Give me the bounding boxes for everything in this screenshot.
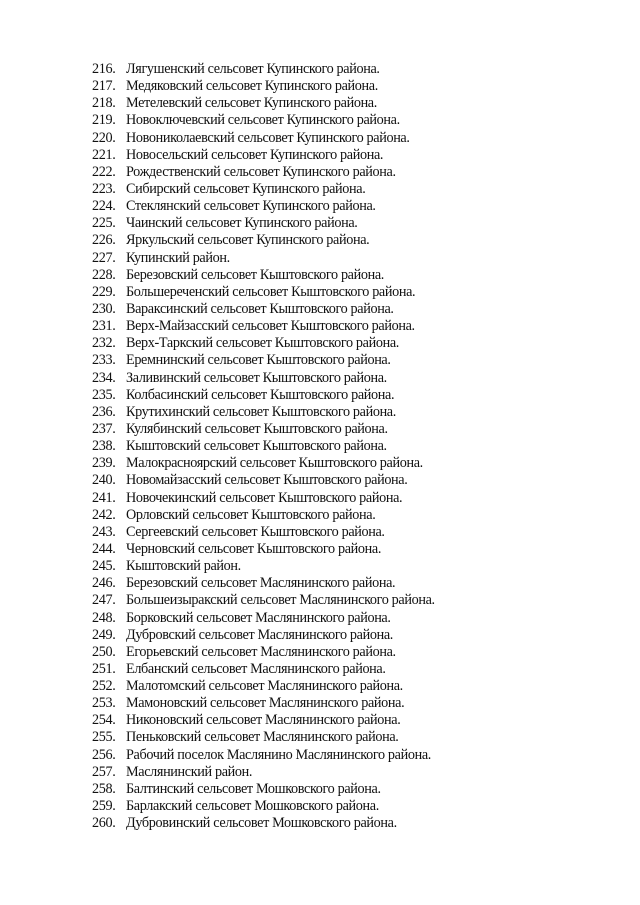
list-item	[92, 370, 435, 387]
item-text: Пеньковский сельсовет Маслянинского района.	[126, 729, 399, 746]
item-number: 258.	[92, 780, 116, 797]
item-text: Орловский сельсовет Кыштовского района.	[126, 506, 376, 523]
item-text: Стеклянский сельсовет Купинского района.	[126, 198, 376, 215]
item-number: 221.	[92, 146, 116, 163]
item-text: Дубровский сельсовет Маслянинского района.	[126, 626, 393, 643]
item-number: 239.	[92, 455, 116, 472]
item-number: 241.	[92, 489, 116, 506]
list-item	[92, 95, 435, 112]
list-item	[92, 524, 435, 541]
item-text: Медяковский сельсовет Купинского района.	[126, 78, 378, 95]
item-number: 235.	[92, 386, 116, 403]
list-item	[92, 181, 435, 198]
item-text: Рабочий поселок Маслянино Маслянинского района.	[126, 746, 431, 763]
item-text: Егорьевский сельсовет Маслянинского района.	[126, 643, 396, 660]
list-item	[92, 267, 435, 284]
item-number: 217.	[92, 78, 116, 95]
item-text: Новомайзасский сельсовет Кыштовского района.	[126, 472, 408, 489]
item-number: 250.	[92, 643, 116, 660]
item-number: 234.	[92, 369, 116, 386]
item-text: Купинский район.	[126, 249, 230, 266]
item-text: Большеизыракский сельсовет Маслянинского района.	[126, 592, 435, 609]
item-text: Черновский сельсовет Кыштовского района.	[126, 540, 382, 557]
item-number: 249.	[92, 626, 116, 643]
item-number: 220.	[92, 129, 116, 146]
list-item	[92, 472, 435, 489]
item-number: 256.	[92, 746, 116, 763]
item-number: 226.	[92, 232, 116, 249]
item-text: Елбанский сельсовет Маслянинского района.	[126, 660, 386, 677]
item-text: Березовский сельсовет Маслянинского района.	[126, 575, 396, 592]
item-number: 248.	[92, 609, 116, 626]
item-text: Заливинский сельсовет Кыштовского района.	[126, 369, 387, 386]
item-text: Еремнинский сельсовет Кыштовского района.	[126, 352, 391, 369]
list-item	[92, 695, 435, 712]
item-number: 257.	[92, 763, 116, 780]
item-text: Лягушенский сельсовет Купинского района.	[126, 61, 380, 77]
list-item	[92, 712, 435, 729]
list-item	[92, 250, 435, 267]
item-text: Новоключевский сельсовет Купинского района.	[126, 112, 400, 129]
item-text: Большереченский сельсовет Кыштовского района.	[126, 283, 416, 300]
item-number: 236.	[92, 403, 116, 420]
list-item	[92, 404, 435, 421]
item-number: 238.	[92, 438, 116, 455]
list-item	[92, 387, 435, 404]
item-number: 225.	[92, 215, 116, 232]
item-text: Новониколаевский сельсовет Купинского района.	[126, 129, 410, 146]
list-item	[92, 644, 435, 661]
item-number: 260.	[92, 815, 116, 832]
item-text: Крутихинский сельсовет Кыштовского района.	[126, 403, 396, 420]
item-text: Верх-Майзасский сельсовет Кыштовского района.	[126, 318, 415, 335]
item-number: 253.	[92, 695, 116, 712]
list-item	[92, 61, 435, 78]
item-number: 255.	[92, 729, 116, 746]
item-number: 227.	[92, 249, 116, 266]
list-item	[92, 284, 435, 301]
item-text: Балтинский сельсовет Мошковского района.	[126, 780, 381, 797]
list-item	[92, 130, 435, 147]
item-text: Сибирский сельсовет Купинского района.	[126, 180, 366, 197]
list-item	[92, 438, 435, 455]
list-item	[92, 781, 435, 798]
list-item	[92, 507, 435, 524]
list-item	[92, 541, 435, 558]
item-text: Кыштовский сельсовет Кыштовского района.	[126, 438, 387, 455]
item-text: Метелевский сельсовет Купинского района.	[126, 95, 377, 112]
list-item	[92, 215, 435, 232]
item-text: Новочекинский сельсовет Кыштовского района.	[126, 489, 403, 506]
list-item	[92, 592, 435, 609]
list-item	[92, 78, 435, 95]
list-item	[92, 798, 435, 815]
list-item	[92, 610, 435, 627]
item-number: 223.	[92, 180, 116, 197]
list-item	[92, 455, 435, 472]
item-number: 224.	[92, 198, 116, 215]
list-item	[92, 627, 435, 644]
list-item	[92, 301, 435, 318]
list-item	[92, 112, 435, 129]
list-item	[92, 352, 435, 369]
item-number: 228.	[92, 266, 116, 283]
item-text: Малотомский сельсовет Маслянинского района.	[126, 678, 403, 695]
numbered-list	[92, 61, 435, 832]
item-number: 219.	[92, 112, 116, 129]
item-number: 247.	[92, 592, 116, 609]
list-item	[92, 678, 435, 695]
item-number: 229.	[92, 283, 116, 300]
item-text: Яркульский сельсовет Купинского района.	[126, 232, 370, 249]
list-item	[92, 558, 435, 575]
item-text: Кыштовский район.	[126, 558, 241, 575]
item-text: Кулябинский сельсовет Кыштовского района.	[126, 420, 388, 437]
item-number: 242.	[92, 506, 116, 523]
list-item	[92, 490, 435, 507]
item-number: 245.	[92, 558, 116, 575]
list-item	[92, 747, 435, 764]
item-number: 216.	[92, 61, 116, 77]
item-text: Малокрасноярский сельсовет Кыштовского района.	[126, 455, 423, 472]
list-item	[92, 729, 435, 746]
item-text: Маслянинский район.	[126, 763, 253, 780]
item-text: Новосельский сельсовет Купинского района.	[126, 146, 384, 163]
item-text: Верх-Таркский сельсовет Кыштовского района.	[126, 335, 399, 352]
item-text: Борковский сельсовет Маслянинского района.	[126, 609, 391, 626]
list-item	[92, 421, 435, 438]
item-number: 252.	[92, 678, 116, 695]
list-item	[92, 335, 435, 352]
list-item	[92, 198, 435, 215]
item-text: Рождественский сельсовет Купинского района.	[126, 163, 396, 180]
item-text: Колбасинский сельсовет Кыштовского района.	[126, 386, 395, 403]
item-number: 218.	[92, 95, 116, 112]
item-text: Вараксинский сельсовет Кыштовского района.	[126, 300, 394, 317]
item-text: Чаинский сельсовет Купинского района.	[126, 215, 358, 232]
list-item	[92, 164, 435, 181]
list-item	[92, 815, 435, 832]
list-item	[92, 232, 435, 249]
item-number: 243.	[92, 523, 116, 540]
item-number: 240.	[92, 472, 116, 489]
list-item	[92, 147, 435, 164]
item-number: 222.	[92, 163, 116, 180]
list-item	[92, 318, 435, 335]
item-number: 231.	[92, 318, 116, 335]
item-number: 244.	[92, 540, 116, 557]
item-number: 254.	[92, 712, 116, 729]
item-text: Никоновский сельсовет Маслянинского района.	[126, 712, 401, 729]
item-number: 251.	[92, 660, 116, 677]
item-number: 237.	[92, 420, 116, 437]
item-number: 233.	[92, 352, 116, 369]
item-text: Дубровинский сельсовет Мошковского района.	[126, 815, 397, 832]
item-text: Мамоновский сельсовет Маслянинского района.	[126, 695, 405, 712]
list-item	[92, 575, 435, 592]
item-number: 259.	[92, 798, 116, 815]
list-item	[92, 661, 435, 678]
item-text: Березовский сельсовет Кыштовского района.	[126, 266, 385, 283]
item-text: Сергеевский сельсовет Кыштовского района.	[126, 523, 385, 540]
item-number: 246.	[92, 575, 116, 592]
list-item	[92, 764, 435, 781]
item-number: 230.	[92, 300, 116, 317]
item-text: Барлакский сельсовет Мошковского района.	[126, 798, 379, 815]
item-number: 232.	[92, 335, 116, 352]
